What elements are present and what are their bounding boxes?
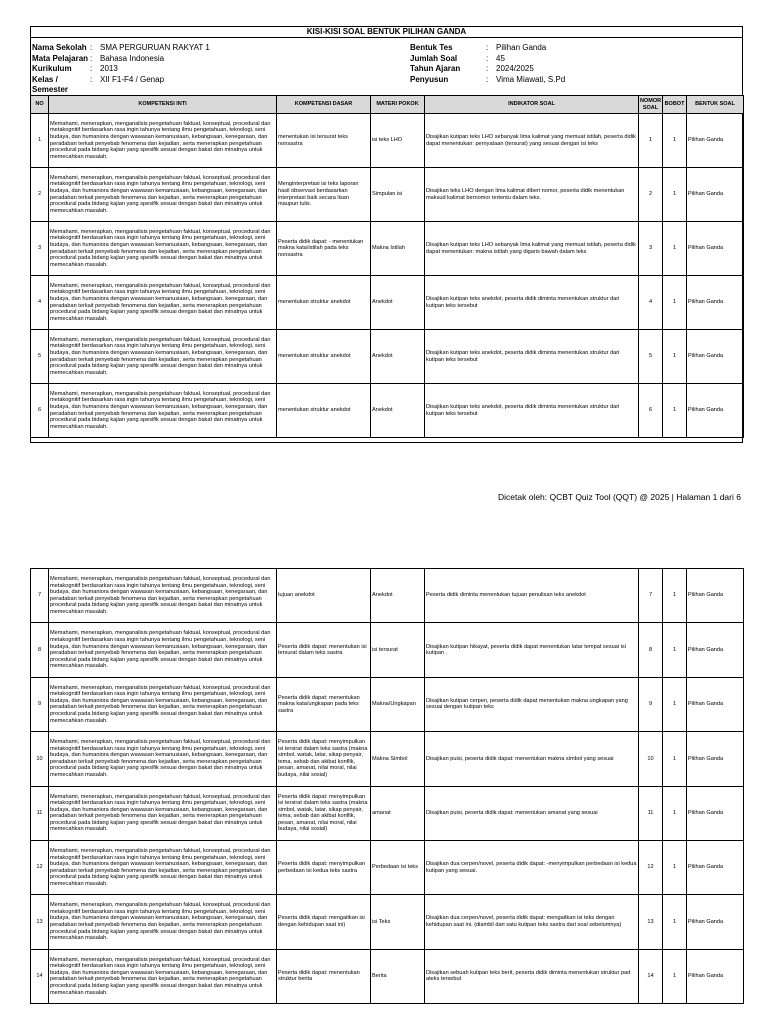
table-header-row bbox=[31, 96, 744, 114]
table-row bbox=[31, 895, 744, 949]
cell-bentuk-soal: Pilihan Ganda bbox=[687, 895, 744, 949]
cell-bobot: 1 bbox=[663, 384, 687, 438]
meta-right bbox=[410, 43, 565, 85]
cell-bentuk-soal: Pilihan Ganda bbox=[687, 623, 744, 677]
cell-indikator-soal: Disajikan kutipan teks LHO sebanyak lima kalimat yang memuat istilah, peserta didik dapat menentukan: makna istilah yang digaris bawah dalam teks bbox=[425, 222, 639, 276]
cell-no: 5 bbox=[31, 330, 49, 384]
meta-value: 2013 bbox=[100, 64, 118, 73]
meta-value: XII F1-F4 / Genap bbox=[100, 74, 165, 84]
cell-materi-pokok: Perbedaan isi teks bbox=[371, 840, 425, 894]
col-header-bobot: BOBOT bbox=[663, 96, 687, 114]
table-row bbox=[31, 384, 744, 438]
cell-kompetensi-dasar: menentukan struktur anekdot bbox=[277, 384, 371, 438]
cell-bobot: 1 bbox=[663, 569, 687, 623]
table-row bbox=[31, 222, 744, 276]
cell-bobot: 1 bbox=[663, 168, 687, 222]
cell-materi-pokok: Makna/Ungkapan bbox=[371, 677, 425, 731]
meta-value: 45 bbox=[496, 53, 505, 63]
cell-indikator-soal: Disajikan dua cerpen/novel, peserta didik dapat: -menyimpulkan perbedaan isi kedua kutipan yang sesuai. bbox=[425, 840, 639, 894]
table-row bbox=[31, 840, 744, 894]
cell-indikator-soal: Peserta didik diminta menentukan tujuan penulisan teks anekdot bbox=[425, 569, 639, 623]
col-header-kompetensi-dasar: KOMPETENSI DASAR bbox=[277, 96, 371, 114]
cell-kompetensi-dasar: tujuan anekdot bbox=[277, 569, 371, 623]
cell-nomor-soal: 4 bbox=[639, 276, 663, 330]
cell-materi-pokok: isi Teks bbox=[371, 895, 425, 949]
cell-nomor-soal: 5 bbox=[639, 330, 663, 384]
meta-row-bentuk-tes: Bentuk Tes : Pilihan Ganda bbox=[410, 43, 547, 52]
cell-kompetensi-dasar: Menginterpretasi isi teks laporan hasil observasi berdasarkan interpretasi baik secara lisan maupun tulis. bbox=[277, 168, 371, 222]
cell-indikator-soal: Disajikan kutipan teks LHO sebanyak lima kalimat yang memuat istilah, peserta didik dapat menentukan: pernyataan (tersurat) yang sesuai dengan isi teks bbox=[425, 114, 639, 168]
cell-kompetensi-inti: Memahami, menerapkan, menganalisis pengetahuan faktual, konseptual, procedural dan metakognitif berdasarkan rasa ingin tahunya tentang ilmu pengetahuan, teknologi, seni budaya, dan humaniora dengan wawasan kemanusiaan, kebangsaan, kenegaraan, dan peradaban terkait penyebab fenomena dan kejadian, serta menerapkan pengetahuan procedural pada bidang kajian yang spesifik sesuai dengan bakat dan minatnya untuk memecahkan masalah. bbox=[49, 895, 277, 949]
cell-bobot: 1 bbox=[663, 330, 687, 384]
cell-no: 13 bbox=[31, 895, 49, 949]
meta-value: Pilihan Ganda bbox=[496, 43, 547, 52]
meta-label: Nama Sekolah bbox=[32, 43, 87, 52]
col-header-kompetensi-inti: KOMPETENSI INTI bbox=[49, 96, 277, 114]
meta-value: 2024/2025 bbox=[496, 64, 534, 73]
cell-kompetensi-dasar: Peserta didik dapat: menyimpulkan isi tersirat dalam teks sastra (makna simbol, watak, latar, sikap penyair, tema, sebab dan akibat konflik, pesan, amanat, nilai moral, nilai budaya, nilai sosial) bbox=[277, 732, 371, 786]
cell-indikator-soal: Disajikan puisi, peserta didik dapat: menentukan amanat yang sesuai bbox=[425, 786, 639, 840]
cell-bentuk-soal: Pilihan Ganda bbox=[687, 786, 744, 840]
cell-kompetensi-inti: Memahami, menerapkan, menganalisis pengetahuan faktual, konseptual, procedural dan metakognitif berdasarkan rasa ingin tahunya tentang ilmu pengetahuan, teknologi, seni budaya, dan humaniora dengan wawasan kemanusiaan, kebangsaan, kenegaraan, dan peradaban terkait penyebab fenomena dan kejadian, serta menerapkan pengetahuan procedural pada bidang kajian yang spesifik sesuai dengan bakat dan minatnya untuk memecahkan masalah. bbox=[49, 623, 277, 677]
cell-nomor-soal: 11 bbox=[639, 786, 663, 840]
cell-bobot: 1 bbox=[663, 276, 687, 330]
cell-bentuk-soal: Pilihan Ganda bbox=[687, 330, 744, 384]
cell-bobot: 1 bbox=[663, 786, 687, 840]
cell-kompetensi-inti: Memahami, menerapkan, menganalisis pengetahuan faktual, konseptual, procedural dan metakognitif berdasarkan rasa ingin tahunya tentang ilmu pengetahuan, teknologi, seni budaya, dan humaniora dengan wawasan kemanusiaan, kebangsaan, kenegaraan, dan peradaban terkait penyebab fenomena dan kejadian, serta menerapkan pengetahuan procedural pada bidang kajian yang spesifik sesuai dengan bakat dan minatnya untuk memecahkan masalah. bbox=[49, 677, 277, 731]
meta-row-kurikulum: Kurikulum : 2013 bbox=[32, 64, 118, 73]
cell-bobot: 1 bbox=[663, 732, 687, 786]
meta-value: Bahasa Indonesia bbox=[100, 53, 165, 63]
cell-bentuk-soal: Pilihan Ganda bbox=[687, 276, 744, 330]
meta-left bbox=[32, 43, 210, 96]
cell-materi-pokok: Berita bbox=[371, 949, 425, 1003]
cell-no: 7 bbox=[31, 569, 49, 623]
cell-materi-pokok: Makna Simbol bbox=[371, 732, 425, 786]
cell-bentuk-soal: Pilihan Ganda bbox=[687, 114, 744, 168]
cell-kompetensi-inti: Memahami, menerapkan, menganalisis pengetahuan faktual, konseptual, procedural dan metakognitif berdasarkan rasa ingin tahunya tentang ilmu pengetahuan, teknologi, seni budaya, dan humaniora dengan wawasan kemanusiaan, kebangsaan, kenegaraan, dan peradaban terkait penyebab fenomena dan kejadian, serta menerapkan pengetahuan procedural pada bidang kajian yang spesifik sesuai dengan bakat dan minatnya untuk memecahkan masalah. bbox=[49, 114, 277, 168]
cell-nomor-soal: 14 bbox=[639, 949, 663, 1003]
document-title: KISI-KISI SOAL BENTUK PILIHAN GANDA bbox=[31, 27, 742, 38]
cell-materi-pokok: Makna Istilah bbox=[371, 222, 425, 276]
cell-materi-pokok: Anekdot bbox=[371, 330, 425, 384]
meta-row-penyusun: Penyusun : Vima Miawati, S.Pd bbox=[410, 74, 566, 84]
cell-kompetensi-dasar: Peserta didik dapat: menentukan isi tersurat dalam teks sastra bbox=[277, 623, 371, 677]
cell-bobot: 1 bbox=[663, 222, 687, 276]
cell-indikator-soal: Disajikan teks LHO dengan lima kalimat diberi nomor, peserta didik menentukan maksud kalimat bernomor tertentu dalam teks. bbox=[425, 168, 639, 222]
cell-kompetensi-dasar: Peserta didik dapat: - menentukan makna kata/istilah pada teks nonsastra bbox=[277, 222, 371, 276]
cell-bobot: 1 bbox=[663, 114, 687, 168]
cell-nomor-soal: 2 bbox=[639, 168, 663, 222]
cell-nomor-soal: 8 bbox=[639, 623, 663, 677]
cell-indikator-soal: Disajikan sebuah kutipan teks berit, peserta didik diminta menentukan struktur pad ateks tersebut bbox=[425, 949, 639, 1003]
col-header-nomor-soal: NOMOR SOAL bbox=[639, 96, 663, 114]
cell-bobot: 1 bbox=[663, 840, 687, 894]
cell-kompetensi-inti: Memahami, menerapkan, menganalisis pengetahuan faktual, konseptual, procedural dan metakognitif berdasarkan rasa ingin tahunya tentang ilmu pengetahuan, teknologi, seni budaya, dan humaniora dengan wawasan kemanusiaan, kebangsaan, kenegaraan, dan peradaban terkait penyebab fenomena dan kejadian, serta menerapkan pengetahuan procedural pada bidang kajian yang spesifik sesuai dengan bakat dan minatnya untuk memecahkan masalah. bbox=[49, 786, 277, 840]
cell-bentuk-soal: Pilihan Ganda bbox=[687, 168, 744, 222]
col-header-no: NO bbox=[31, 96, 49, 114]
cell-nomor-soal: 6 bbox=[639, 384, 663, 438]
cell-bentuk-soal: Pilihan Ganda bbox=[687, 732, 744, 786]
meta-row-kelas-semester: Kelas / Semester : XII F1-F4 / Genap bbox=[32, 74, 165, 94]
cell-materi-pokok: Simpulan isi bbox=[371, 168, 425, 222]
meta-row-tahun-ajaran: Tahun Ajaran : 2024/2025 bbox=[410, 64, 534, 73]
meta-label: Penyusun bbox=[410, 74, 449, 84]
cell-no: 11 bbox=[31, 786, 49, 840]
cell-kompetensi-dasar: menentukan struktur anekdot bbox=[277, 276, 371, 330]
cell-kompetensi-dasar: Peserta didik dapat: menentukan makna kata/ungkapan pada teks sastra bbox=[277, 677, 371, 731]
meta-value: SMA PERGURUAN RAKYAT 1 bbox=[100, 43, 210, 52]
cell-indikator-soal: Disajikan kutipan teks anekdot, peserta didik diminta menentukan struktur dari kutipan teks tersebut bbox=[425, 276, 639, 330]
meta-row-jumlah-soal: Jumlah Soal : 45 bbox=[410, 53, 505, 63]
cell-kompetensi-dasar: menentukan isi tersurat teks nonsastra bbox=[277, 114, 371, 168]
cell-no: 1 bbox=[31, 114, 49, 168]
cell-bentuk-soal: Pilihan Ganda bbox=[687, 677, 744, 731]
cell-bentuk-soal: Pilihan Ganda bbox=[687, 384, 744, 438]
cell-indikator-soal: Disajikan kutipan teks anekdot, peserta didik diminta menentukan struktur dari kutipan teks tersebut bbox=[425, 330, 639, 384]
cell-materi-pokok: Anekdot bbox=[371, 276, 425, 330]
meta-label: Bentuk Tes bbox=[410, 43, 453, 52]
col-header-indikator-soal: INDIKATOR SOAL bbox=[425, 96, 639, 114]
cell-materi-pokok: Anekdot bbox=[371, 569, 425, 623]
col-header-bentuk-soal: BENTUK SOAL bbox=[687, 96, 744, 114]
cell-indikator-soal: Disajikan kutipan cerpen, peserta didik dapat menentukan makna ungkapan yang sesuai dengan kutipan teks bbox=[425, 677, 639, 731]
cell-bobot: 1 bbox=[663, 949, 687, 1003]
cell-kompetensi-dasar: Peserta didik dapat: menentukan struktur berita bbox=[277, 949, 371, 1003]
kisi-kisi-table-page-1 bbox=[30, 95, 744, 438]
cell-indikator-soal: Disajikan dua cerpen/novel, peserta didik dapat: mengaitkan isi teks dengan kehidupan saat ini. (diambil dari satu kutipan teks sastra dari soal sebelumnya) bbox=[425, 895, 639, 949]
cell-no: 14 bbox=[31, 949, 49, 1003]
table-row bbox=[31, 677, 744, 731]
cell-indikator-soal: Disajikan kutipan teks anekdot, peserta didik diminta menentukan struktur dari kutipan teks tersebut bbox=[425, 384, 639, 438]
cell-kompetensi-inti: Memahami, menerapkan, menganalisis pengetahuan faktual, konseptual, procedural dan metakognitif berdasarkan rasa ingin tahunya tentang ilmu pengetahuan, teknologi, seni budaya, dan humaniora dengan wawasan kemanusiaan, kebangsaan, kenegaraan, dan peradaban terkait penyebab fenomena dan kejadian, serta menerapkan pengetahuan procedural pada bidang kajian yang spesifik sesuai dengan bakat dan minatnya untuk memecahkan masalah. bbox=[49, 276, 277, 330]
kisi-kisi-table-page-2 bbox=[30, 568, 744, 1004]
cell-nomor-soal: 9 bbox=[639, 677, 663, 731]
cell-materi-pokok: amanat bbox=[371, 786, 425, 840]
cell-nomor-soal: 13 bbox=[639, 895, 663, 949]
cell-nomor-soal: 10 bbox=[639, 732, 663, 786]
meta-label: Jumlah Soal bbox=[410, 53, 458, 63]
cell-no: 4 bbox=[31, 276, 49, 330]
cell-bentuk-soal: Pilihan Ganda bbox=[687, 840, 744, 894]
cell-nomor-soal: 7 bbox=[639, 569, 663, 623]
cell-no: 9 bbox=[31, 677, 49, 731]
cell-kompetensi-inti: Memahami, menerapkan, menganalisis pengetahuan faktual, konseptual, procedural dan metakognitif berdasarkan rasa ingin tahunya tentang ilmu pengetahuan, teknologi, seni budaya, dan humaniora dengan wawasan kemanusiaan, kebangsaan, kenegaraan, dan peradaban terkait penyebab fenomena dan kejadian, serta menerapkan pengetahuan procedural pada bidang kajian yang spesifik sesuai dengan bakat dan minatnya untuk memecahkan masalah. bbox=[49, 222, 277, 276]
cell-nomor-soal: 3 bbox=[639, 222, 663, 276]
cell-bobot: 1 bbox=[663, 895, 687, 949]
cell-bobot: 1 bbox=[663, 677, 687, 731]
meta-label: Kelas / Semester bbox=[32, 74, 69, 94]
table-row bbox=[31, 732, 744, 786]
meta-label: Kurikulum bbox=[32, 64, 72, 73]
cell-bobot: 1 bbox=[663, 623, 687, 677]
cell-nomor-soal: 1 bbox=[639, 114, 663, 168]
table-row bbox=[31, 276, 744, 330]
cell-kompetensi-dasar: Peserta didik dapat: menyimpulkan isi tersirat dalam teks sastra (makna simbol, watak, latar, sikap penyair, tema, sebab dan akibat konflik, pesan, amanat, nilai moral, nilai budaya, nilai sosial) bbox=[277, 786, 371, 840]
meta-value: Vima Miawati, S.Pd bbox=[496, 74, 566, 84]
cell-no: 12 bbox=[31, 840, 49, 894]
cell-no: 2 bbox=[31, 168, 49, 222]
cell-kompetensi-inti: Memahami, menerapkan, menganalisis pengetahuan faktual, konseptual, procedural dan metakognitif berdasarkan rasa ingin tahunya tentang ilmu pengetahuan, teknologi, seni budaya, dan humaniora dengan wawasan kemanusiaan, kebangsaan, kenegaraan, dan peradaban terkait penyebab fenomena dan kejadian, serta menerapkan pengetahuan procedural pada bidang kajian yang spesifik sesuai dengan bakat dan minatnya untuk memecahkan masalah. bbox=[49, 949, 277, 1003]
table-row bbox=[31, 569, 744, 623]
table-row bbox=[31, 114, 744, 168]
meta-label: Mata Pelajaran bbox=[32, 53, 89, 63]
meta-row-mata-pelajaran: Mata Pelajaran : Bahasa Indonesia bbox=[32, 53, 165, 63]
cell-indikator-soal: Disajikan kutipan hikayat, peserta didik dapat menentukan latar tempat sesuai isi kutipan . bbox=[425, 623, 639, 677]
table-row bbox=[31, 786, 744, 840]
cell-materi-pokok: isi teks LHO bbox=[371, 114, 425, 168]
cell-kompetensi-dasar: menentukan struktur anekdot bbox=[277, 330, 371, 384]
cell-bentuk-soal: Pilihan Ganda bbox=[687, 569, 744, 623]
cell-no: 6 bbox=[31, 384, 49, 438]
cell-bentuk-soal: Pilihan Ganda bbox=[687, 949, 744, 1003]
cell-kompetensi-inti: Memahami, menerapkan, menganalisis pengetahuan faktual, konseptual, procedural dan metakognitif berdasarkan rasa ingin tahunya tentang ilmu pengetahuan, teknologi, seni budaya, dan humaniora dengan wawasan kemanusiaan, kebangsaan, kenegaraan, dan peradaban terkait penyebab fenomena dan kejadian, serta menerapkan pengetahuan procedural pada bidang kajian yang spesifik sesuai dengan bakat dan minatnya untuk memecahkan masalah. bbox=[49, 168, 277, 222]
cell-kompetensi-inti: Memahami, menerapkan, menganalisis pengetahuan faktual, konseptual, procedural dan metakognitif berdasarkan rasa ingin tahunya tentang ilmu pengetahuan, teknologi, seni budaya, dan humaniora dengan wawasan kemanusiaan, kebangsaan, kenegaraan, dan peradaban terkait penyebab fenomena dan kejadian, serta menerapkan pengetahuan procedural pada bidang kajian yang spesifik sesuai dengan bakat dan minatnya untuk memecahkan masalah. bbox=[49, 732, 277, 786]
table-row bbox=[31, 949, 744, 1003]
cell-nomor-soal: 12 bbox=[639, 840, 663, 894]
cell-no: 3 bbox=[31, 222, 49, 276]
cell-materi-pokok: isi tersurat bbox=[371, 623, 425, 677]
cell-kompetensi-inti: Memahami, menerapkan, menganalisis pengetahuan faktual, konseptual, procedural dan metakognitif berdasarkan rasa ingin tahunya tentang ilmu pengetahuan, teknologi, seni budaya, dan humaniora dengan wawasan kemanusiaan, kebangsaan, kenegaraan, dan peradaban terkait penyebab fenomena dan kejadian, serta menerapkan pengetahuan procedural pada bidang kajian yang spesifik sesuai dengan bakat dan minatnya untuk memecahkan masalah. bbox=[49, 569, 277, 623]
table-row bbox=[31, 623, 744, 677]
cell-kompetensi-dasar: Peserta didik dapat: menyimpulkan perbedaan isi kedua teks sastra bbox=[277, 840, 371, 894]
cell-materi-pokok: Anekdot bbox=[371, 384, 425, 438]
cell-kompetensi-inti: Memahami, menerapkan, menganalisis pengetahuan faktual, konseptual, procedural dan metakognitif berdasarkan rasa ingin tahunya tentang ilmu pengetahuan, teknologi, seni budaya, dan humaniora dengan wawasan kemanusiaan, kebangsaan, kenegaraan, dan peradaban terkait penyebab fenomena dan kejadian, serta menerapkan pengetahuan procedural pada bidang kajian yang spesifik sesuai dengan bakat dan minatnya untuk memecahkan masalah. bbox=[49, 840, 277, 894]
cell-kompetensi-dasar: Peserta didik dapat: mengaitkan isi dengan kehidupan saat ini) bbox=[277, 895, 371, 949]
meta-label: Tahun Ajaran bbox=[410, 64, 461, 73]
cell-no: 10 bbox=[31, 732, 49, 786]
cell-indikator-soal: Disajikan puisi, peserta didik dapat: menentukan makna simbol yang sesuai bbox=[425, 732, 639, 786]
cell-no: 8 bbox=[31, 623, 49, 677]
cell-bentuk-soal: Pilihan Ganda bbox=[687, 222, 744, 276]
meta-row-nama-sekolah: Nama Sekolah : SMA PERGURUAN RAKYAT 1 bbox=[32, 43, 210, 52]
table-row bbox=[31, 168, 744, 222]
cell-kompetensi-inti: Memahami, menerapkan, menganalisis pengetahuan faktual, konseptual, procedural dan metakognitif berdasarkan rasa ingin tahunya tentang ilmu pengetahuan, teknologi, seni budaya, dan humaniora dengan wawasan kemanusiaan, kebangsaan, kenegaraan, dan peradaban terkait penyebab fenomena dan kejadian, serta menerapkan pengetahuan procedural pada bidang kajian yang spesifik sesuai dengan bakat dan minatnya untuk memecahkan masalah. bbox=[49, 384, 277, 438]
table-row bbox=[31, 330, 744, 384]
col-header-materi-pokok: MATERI POKOK bbox=[371, 96, 425, 114]
page-footer: Dicetak oleh: QCBT Quiz Tool (QQT) @ 2025 | Halaman 1 dari 6 bbox=[498, 492, 741, 502]
cell-kompetensi-inti: Memahami, menerapkan, menganalisis pengetahuan faktual, konseptual, procedural dan metakognitif berdasarkan rasa ingin tahunya tentang ilmu pengetahuan, teknologi, seni budaya, dan humaniora dengan wawasan kemanusiaan, kebangsaan, kenegaraan, dan peradaban terkait penyebab fenomena dan kejadian, serta menerapkan pengetahuan procedural pada bidang kajian yang spesifik sesuai dengan bakat dan minatnya untuk memecahkan masalah. bbox=[49, 330, 277, 384]
